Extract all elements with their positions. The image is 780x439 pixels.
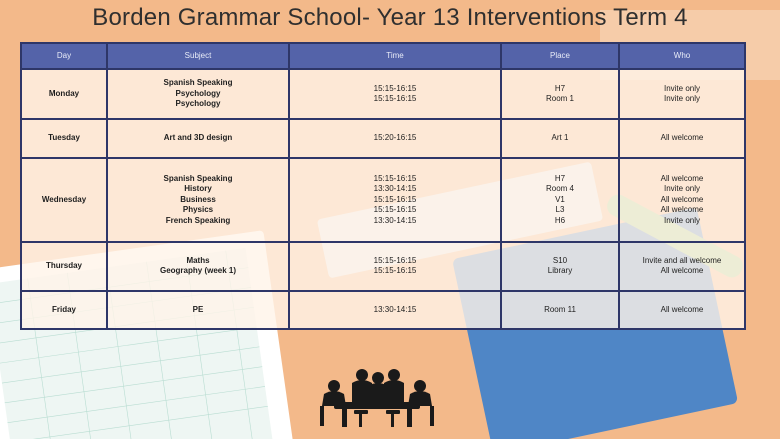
who-line: All welcome: [660, 205, 704, 215]
time-line: 15:15-16:15: [373, 83, 417, 93]
subject-cell: [107, 69, 289, 119]
subject-line: Geography (week 1): [159, 266, 237, 276]
who-cell: [619, 158, 745, 243]
who-line: All welcome: [660, 266, 704, 276]
subject-line: Physics: [182, 205, 214, 215]
subject-line: Spanish Speaking: [163, 173, 233, 183]
table-row: [21, 119, 745, 157]
subject-line: PE: [192, 304, 204, 314]
time-cell: [289, 69, 501, 119]
place-cell: [501, 158, 619, 243]
interventions-timetable: [20, 42, 746, 330]
place-cell: [501, 291, 619, 329]
table-header-row: [21, 43, 745, 69]
place-line: L3: [555, 205, 565, 215]
column-header-time: Time: [289, 43, 501, 69]
time-line: 13:30-14:15: [373, 304, 417, 314]
place-line: Library: [547, 266, 573, 276]
subject-line: Business: [180, 194, 216, 204]
time-cell: [289, 119, 501, 157]
time-line: 13:30-14:15: [373, 184, 417, 194]
table-row: [21, 291, 745, 329]
subject-line: French Speaking: [165, 215, 231, 225]
time-line: 15:20-16:15: [373, 133, 417, 143]
day-cell: Thursday: [21, 242, 107, 290]
who-line: All welcome: [660, 304, 704, 314]
who-line: Invite only: [663, 184, 701, 194]
column-header-who: Who: [619, 43, 745, 69]
day-cell: Monday: [21, 69, 107, 119]
time-line: 13:30-14:15: [373, 215, 417, 225]
place-line: Art 1: [551, 133, 569, 143]
who-line: Invite only: [663, 83, 701, 93]
who-cell: [619, 291, 745, 329]
time-cell: [289, 242, 501, 290]
time-line: 15:15-16:15: [373, 173, 417, 183]
place-cell: [501, 69, 619, 119]
place-line: S10: [552, 255, 568, 265]
column-header-subject: Subject: [107, 43, 289, 69]
subject-line: Maths: [186, 255, 210, 265]
subject-line: Psychology: [175, 88, 221, 98]
column-header-place: Place: [501, 43, 619, 69]
place-line: V1: [555, 194, 565, 204]
time-line: 15:15-16:15: [373, 205, 417, 215]
table-row: [21, 242, 745, 290]
subject-cell: [107, 158, 289, 243]
subject-line: Art and 3D design: [163, 133, 233, 143]
time-line: 15:15-16:15: [373, 255, 417, 265]
time-cell: [289, 158, 501, 243]
who-line: Invite only: [663, 94, 701, 104]
table-row: [21, 69, 745, 119]
page-title: Borden Grammar School- Year 13 Interventions Term 4: [92, 4, 688, 31]
meeting-people-icon: [312, 366, 442, 430]
who-line: Invite and all welcome: [642, 255, 722, 265]
who-cell: [619, 119, 745, 157]
time-line: 15:15-16:15: [373, 94, 417, 104]
who-cell: [619, 69, 745, 119]
place-cell: [501, 242, 619, 290]
time-line: 15:15-16:15: [373, 194, 417, 204]
day-cell: Tuesday: [21, 119, 107, 157]
place-line: H7: [554, 83, 566, 93]
subject-cell: [107, 242, 289, 290]
place-line: H6: [554, 215, 566, 225]
table-row: [21, 158, 745, 243]
time-cell: [289, 291, 501, 329]
who-cell: [619, 242, 745, 290]
subject-line: Spanish Speaking: [163, 78, 233, 88]
place-cell: [501, 119, 619, 157]
place-line: Room 1: [545, 94, 574, 104]
place-line: Room 11: [544, 304, 576, 314]
who-line: All welcome: [660, 194, 704, 204]
day-cell: Friday: [21, 291, 107, 329]
subject-cell: [107, 119, 289, 157]
column-header-day: Day: [21, 43, 107, 69]
place-line: H7: [554, 173, 566, 183]
subject-cell: [107, 291, 289, 329]
time-line: 15:15-16:15: [373, 266, 417, 276]
subject-line: History: [184, 184, 212, 194]
who-line: All welcome: [660, 133, 704, 143]
who-line: All welcome: [660, 173, 704, 183]
day-cell: Wednesday: [21, 158, 107, 243]
who-line: Invite only: [663, 215, 701, 225]
place-line: Room 4: [545, 184, 574, 194]
subject-line: Psychology: [175, 99, 221, 109]
